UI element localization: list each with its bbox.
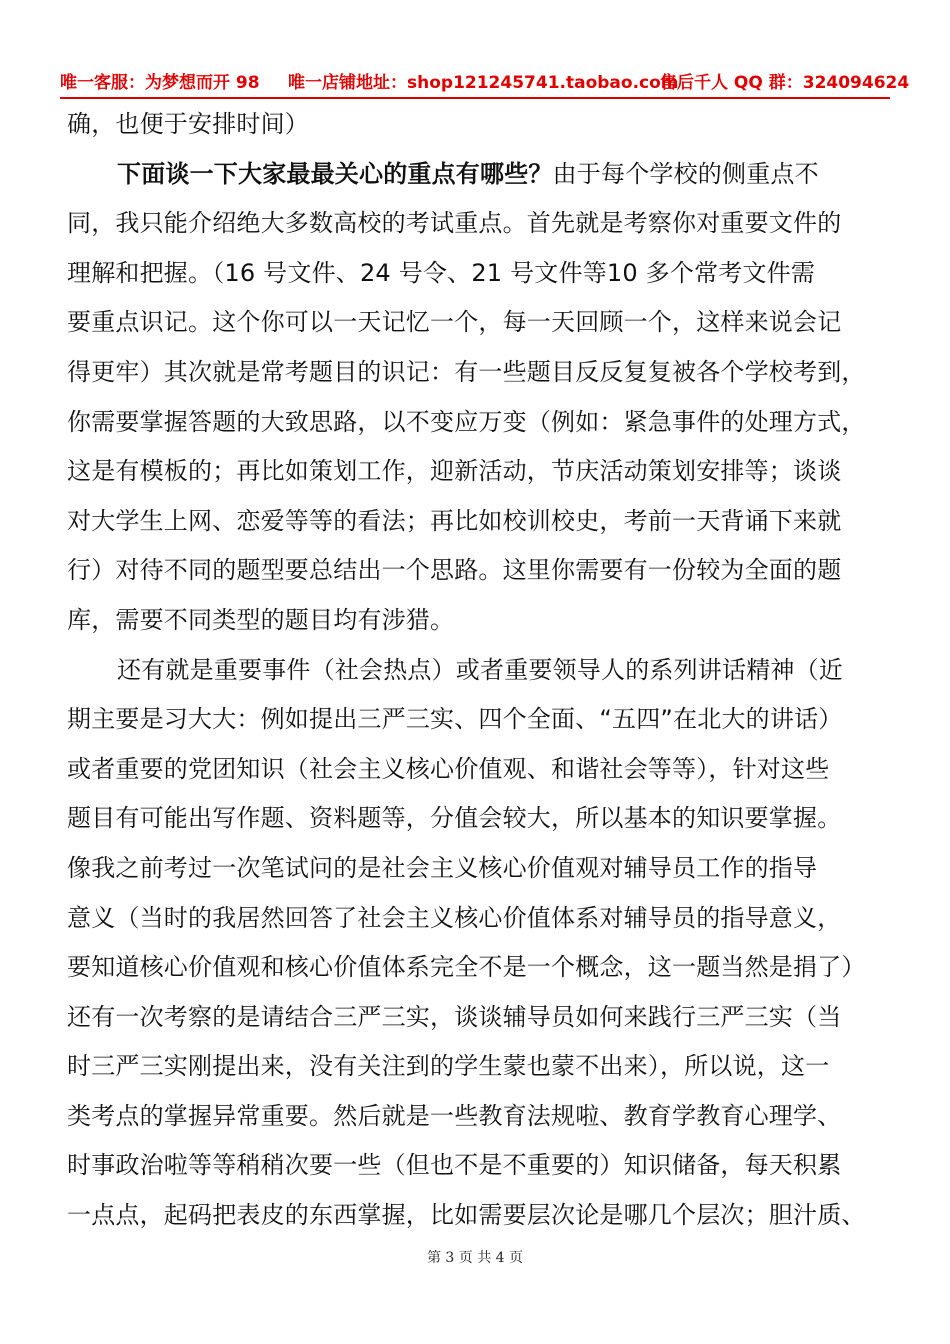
text-line: 你需要掌握答题的大致思路，以不变应万变（例如：紧急事件的处理方式， [67,407,866,436]
bold-heading: 下面谈一下大家最最关心的重点有哪些？ [117,159,553,188]
text-line: 时三严三实刚提出来，没有关注到的学生蒙也蒙不出来），所以说，这一 [67,1052,830,1081]
text-line: 得更牢）其次就是常考题目的识记：有一些题目反反复复被各个学校考到， [67,357,866,386]
text-line: 对大学生上网、恋爱等等的看法；再比如校训校史，考前一天背诵下来就 [67,506,842,535]
text-line: 还有一次考察的是请结合三严三实，谈谈辅导员如何来践行三严三实（当 [67,1002,842,1031]
text-line: 题目有可能出写作题、资料题等，分值会较大，所以基本的知识要掌握。 [67,804,842,833]
text-line: 行）对待不同的题型要总结出一个思路。这里你需要有一份较为全面的题 [67,556,842,585]
text-line: 时事政治啦等等稍稍次要一些（但也不是不重要的）知识储备，每天积累 [67,1151,842,1180]
text-line: 意义（当时的我居然回答了社会主义核心价值体系对辅导员的指导意义， [67,903,842,932]
document-body [67,100,889,1241]
text-line: 或者重要的党团知识（社会主义核心价值观、和谐社会等等），针对这些 [67,754,830,783]
text-line: 确，也便于安排时间） [67,110,309,138]
text-line: 这是有模板的；再比如策划工作，迎新活动，节庆活动策划安排等；谈谈 [67,457,842,486]
header-service: 唯一客服：为梦想而开 98 [60,73,260,93]
text-line: 还有就是重要事件（社会热点）或者重要领导人的系列讲话精神（近 [117,655,843,684]
text-line: 类考点的掌握异常重要。然后就是一些教育法规啦、教育学教育心理学、 [67,1101,842,1130]
text-line: 库，需要不同类型的题目均有涉猎。 [67,605,455,634]
header-qq-group: 售后千人 QQ 群：324094624 [660,73,910,93]
text-run: 由于每个学校的侧重点不 [552,159,819,188]
page-number: 第 3 页 共 4 页 [426,1250,524,1266]
text-line: 期主要是习大大：例如提出三严三实、四个全面、“五四”在北大的讲话） [67,705,843,734]
text-line: 要知道核心价值观和核心价值体系完全不是一个概念，这一题当然是捐了） [67,953,866,982]
text-line: 要重点识记。这个你可以一天记忆一个，每一天回顾一个，这样来说会记 [67,308,842,337]
text-line: 同，我只能介绍绝大多数高校的考试重点。首先就是考察你对重要文件的 [67,209,842,238]
header-rule [60,97,890,99]
text-line: 像我之前考过一次笔试问的是社会主义核心价值观对辅导员工作的指导 [67,853,818,882]
header-shop: 唯一店铺地址：shop121245741.taobao.com [288,73,679,93]
text-line: 一点点，起码把表皮的东西掌握，比如需要层次论是哪几个层次；胆汁质、 [67,1201,866,1230]
text-line [67,150,889,200]
text-line: 理解和把握。（16 号文件、24 号令、21 号文件等10 多个常考文件需 [67,258,816,287]
